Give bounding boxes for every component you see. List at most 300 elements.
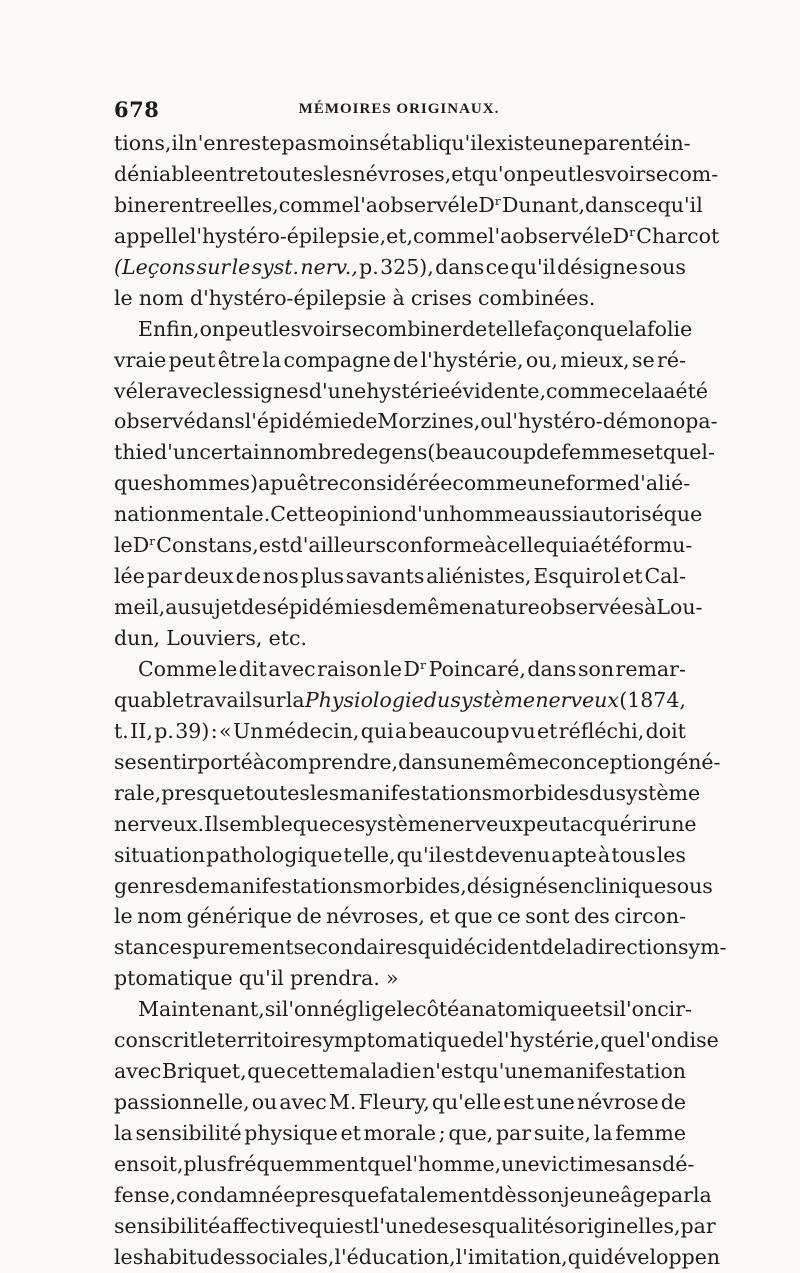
word: formu-	[622, 533, 693, 558]
word: est	[341, 1213, 373, 1238]
word: établi	[379, 131, 439, 155]
word: (beaucoup	[427, 440, 537, 465]
text-line	[114, 468, 691, 499]
word: ou	[251, 1090, 278, 1115]
word: qui	[309, 1213, 342, 1238]
text-line	[114, 747, 721, 778]
word: être	[296, 471, 339, 496]
word: développen	[600, 1244, 721, 1269]
text-line	[114, 654, 686, 685]
word: pathologique	[206, 842, 343, 867]
word: genres	[114, 873, 185, 898]
word: dans	[584, 192, 635, 217]
word: direction	[584, 935, 679, 960]
word: comprendre,	[264, 749, 399, 774]
word: l'homme,	[405, 1151, 502, 1176]
word: désignés	[466, 873, 559, 898]
word: pu	[270, 471, 297, 496]
word: le	[114, 904, 133, 929]
word: physique	[244, 1121, 338, 1145]
word: ce	[634, 192, 658, 217]
word: de	[352, 409, 378, 434]
word: du	[423, 687, 451, 712]
word: à	[484, 533, 497, 558]
word: les	[575, 161, 606, 186]
word: combinées.	[477, 285, 596, 310]
word: système	[615, 780, 701, 805]
word: homme	[449, 502, 526, 527]
word: nerveux.	[114, 811, 205, 836]
word: la	[114, 1121, 133, 1145]
word: Constans,	[156, 533, 259, 558]
word: crises	[410, 285, 472, 310]
word: quable	[114, 687, 185, 712]
word: stances	[114, 935, 193, 960]
word: et,	[386, 223, 414, 248]
word: nombre	[272, 440, 353, 465]
body-text	[114, 128, 727, 1273]
word: prendra.	[289, 966, 380, 991]
word: deux	[183, 564, 234, 589]
word: décident	[450, 935, 541, 960]
word: de	[235, 564, 261, 589]
word: a	[395, 718, 408, 743]
word: Fleury,	[358, 1090, 430, 1115]
word: Cal-	[644, 564, 686, 589]
text-line	[114, 809, 697, 840]
text-line	[114, 623, 686, 654]
text-line	[114, 1056, 686, 1087]
word: l'hystérie,	[497, 1028, 601, 1053]
word: conforme	[385, 533, 485, 558]
word: qu'il	[396, 842, 442, 867]
word: qualités	[481, 1213, 565, 1238]
word: les	[271, 316, 302, 341]
word: ou,	[525, 347, 558, 372]
word: en	[114, 1151, 140, 1176]
word: et	[537, 718, 558, 743]
word: l'a	[353, 192, 379, 217]
word: etc.	[268, 626, 307, 650]
word: t.	[114, 718, 129, 743]
word: fatalement	[379, 1182, 492, 1207]
word: qui	[545, 533, 579, 558]
word: jeune	[563, 1182, 621, 1207]
word: le	[459, 192, 479, 217]
word: la	[692, 1182, 712, 1207]
word: existe	[483, 131, 545, 155]
word: travail	[184, 687, 252, 712]
word: le	[593, 223, 613, 248]
word: Dunant,	[501, 192, 585, 217]
text-line	[114, 1242, 721, 1273]
word: II,	[130, 718, 153, 743]
word: que	[600, 1028, 639, 1053]
word: raison	[317, 656, 382, 681]
word: les	[656, 842, 686, 867]
word: de	[536, 440, 562, 465]
page-header	[114, 97, 684, 125]
word: l'imitation,	[455, 1244, 568, 1269]
word: circon-	[614, 904, 686, 929]
word: façon	[532, 316, 590, 341]
word: géné-	[662, 749, 721, 774]
word: vu	[510, 718, 536, 743]
word: considérée	[338, 471, 453, 496]
word: dé-	[662, 1151, 695, 1176]
word: p.	[359, 254, 379, 279]
word: savants	[345, 564, 425, 589]
word: déniable	[114, 161, 204, 186]
text-line	[114, 963, 686, 994]
word: avec	[279, 1090, 327, 1115]
word: telle,	[343, 842, 396, 867]
word: même	[407, 595, 472, 620]
word: de	[392, 347, 419, 372]
word: Poincaré,	[428, 656, 526, 681]
text-line	[114, 685, 686, 716]
word: au	[165, 595, 191, 620]
word: manifestations	[210, 873, 364, 898]
word: parenté	[583, 131, 664, 155]
word: tions,	[114, 131, 172, 155]
word: l'on	[619, 997, 658, 1022]
word: sensibilité	[114, 1213, 221, 1238]
word: son	[527, 1182, 564, 1207]
word: Cette	[270, 502, 327, 527]
word: cir-	[657, 997, 692, 1022]
word: ré-	[657, 347, 686, 372]
word: désigne	[557, 254, 638, 279]
word: acquérir	[569, 811, 659, 836]
word: comme	[278, 192, 354, 217]
word: que	[367, 1151, 406, 1176]
word: habitudes	[143, 1244, 246, 1269]
word: territoire	[216, 1028, 312, 1053]
word: sont	[525, 904, 570, 929]
word: en	[558, 873, 584, 898]
word: si	[602, 997, 620, 1022]
word: le	[218, 656, 238, 681]
text-line	[114, 345, 686, 376]
word: nerveux	[439, 811, 523, 836]
word: du	[589, 780, 616, 805]
word: nerv.,	[300, 254, 358, 279]
word: d'un	[403, 502, 450, 527]
word: a	[578, 533, 591, 558]
word: toutes	[245, 780, 310, 805]
word: ce	[497, 904, 521, 929]
word: telle	[487, 316, 533, 341]
word: passionnelle,	[114, 1090, 250, 1115]
word: aussi	[525, 502, 579, 527]
word: signes	[242, 378, 309, 403]
word: Dʳ	[612, 223, 637, 248]
word: à	[598, 842, 611, 867]
word: Enfin,	[138, 316, 200, 341]
word: même	[485, 749, 549, 774]
word: anatomique	[459, 997, 582, 1022]
word: manifestation	[543, 1059, 686, 1084]
text-line	[114, 530, 693, 561]
word: se	[632, 347, 655, 372]
word: hommes)	[162, 471, 259, 496]
word: dit	[238, 656, 267, 681]
word: d'ailleurs	[289, 533, 386, 558]
paragraph	[114, 654, 727, 994]
word: été	[590, 533, 623, 558]
word: «	[219, 718, 232, 743]
word: si	[264, 997, 282, 1022]
word: à	[252, 749, 265, 774]
word: entre	[203, 161, 259, 186]
word: d'alié-	[627, 471, 691, 496]
word: nos	[262, 564, 299, 589]
word: (1874,	[619, 687, 686, 712]
word: d'une	[308, 378, 367, 403]
word: Louviers,	[166, 626, 263, 650]
word: p.	[154, 718, 174, 743]
word: quel-	[662, 440, 715, 465]
word: sujet	[190, 595, 242, 620]
word: nerveux	[535, 687, 619, 712]
word: néglige	[319, 997, 397, 1022]
word: d'hystéro-épilepsie	[189, 285, 387, 310]
word: se	[114, 749, 137, 774]
word: morbides,	[363, 873, 467, 898]
text-line	[114, 252, 686, 283]
word: Dʳ	[403, 656, 428, 681]
word: sensibilité	[135, 1121, 242, 1145]
text-line	[114, 283, 686, 314]
word: que	[292, 811, 332, 836]
word: manifestations	[339, 780, 493, 805]
word: névroses,	[326, 904, 425, 929]
word: qu'elle	[431, 1090, 502, 1115]
word: âge	[620, 1182, 658, 1207]
text-line	[114, 1118, 686, 1149]
word: se	[341, 316, 364, 341]
word: la	[262, 347, 282, 372]
word: Esquirol	[533, 564, 621, 589]
word: 39)	[175, 718, 210, 743]
word: Morzines,	[377, 409, 481, 434]
word: n'en	[184, 131, 229, 155]
word: vraie	[114, 347, 167, 372]
word: Comme	[138, 656, 218, 681]
word: rale,	[114, 780, 162, 805]
word: presque	[161, 780, 246, 805]
word: par	[496, 1121, 532, 1145]
word: être	[217, 347, 261, 372]
text-line	[114, 901, 686, 932]
word: l'hystéro-démonopa-	[505, 409, 718, 434]
word: in-	[663, 131, 691, 155]
word: le	[114, 285, 133, 310]
word: observé	[512, 223, 594, 248]
word: celle	[496, 533, 546, 558]
word: biner	[114, 192, 169, 217]
text-line	[114, 932, 727, 963]
word: presque	[295, 1182, 380, 1207]
word: névroses,	[352, 161, 452, 186]
word: névrose	[576, 1090, 659, 1115]
word: purement	[192, 935, 294, 960]
word: Dʳ	[478, 192, 502, 217]
word: forme	[565, 471, 628, 496]
text-line	[114, 437, 715, 468]
word: »	[386, 966, 399, 991]
word: suite,	[533, 1121, 592, 1145]
word: une	[544, 131, 584, 155]
paragraph	[114, 314, 718, 654]
word: fréquemment	[226, 1151, 368, 1176]
word: aliénistes,	[426, 564, 532, 589]
word: dun,	[114, 626, 161, 650]
word: reste	[228, 131, 282, 155]
word: qui	[417, 935, 451, 960]
word: plus	[300, 564, 345, 589]
word: côté	[415, 997, 460, 1022]
word: été	[675, 378, 708, 403]
word: porté	[197, 749, 253, 774]
word: devenu	[474, 842, 551, 867]
word: avec	[166, 378, 214, 403]
word: ;	[438, 1121, 446, 1145]
word: a	[663, 378, 676, 403]
word: compagne	[283, 347, 391, 372]
word: on	[199, 316, 226, 341]
word: nature	[471, 595, 540, 620]
word: le	[231, 254, 251, 279]
word: nom	[138, 285, 184, 310]
word: les	[309, 780, 340, 805]
running-head: MÉMOIRES ORIGINAUX.	[298, 101, 500, 117]
word: les	[213, 378, 243, 403]
word: qu'il	[438, 131, 484, 155]
word: que,	[448, 1121, 494, 1145]
word: secondaires	[293, 935, 418, 960]
word: l'on	[281, 997, 320, 1022]
word: peut	[168, 347, 216, 372]
word: ses	[448, 1213, 482, 1238]
word: femme	[615, 1121, 686, 1145]
word: entre	[168, 192, 225, 217]
word: moins	[317, 131, 380, 155]
word: Dʳ	[132, 533, 157, 558]
word: que	[589, 316, 629, 341]
text-line	[114, 840, 686, 871]
word: l'a	[487, 223, 513, 248]
word: et	[451, 161, 472, 186]
word: (Leçons	[114, 254, 196, 279]
word: morale	[363, 1121, 437, 1145]
word: com-	[667, 161, 719, 186]
word: se	[645, 161, 668, 186]
word: peut	[225, 316, 272, 341]
text-line	[114, 314, 693, 345]
word: et	[429, 904, 450, 929]
text-line	[114, 716, 686, 747]
word: sur	[252, 687, 286, 712]
word: son	[577, 656, 615, 681]
word: de	[472, 1028, 498, 1053]
word: ques	[114, 471, 163, 496]
word: médecin,	[264, 718, 360, 743]
word: de	[296, 904, 322, 929]
word: les	[323, 161, 353, 186]
word: le	[197, 1028, 217, 1053]
word: certain	[199, 440, 273, 465]
text-line	[114, 1211, 716, 1242]
word: l'hystérie,	[420, 347, 524, 372]
word: sociales,	[245, 1244, 335, 1269]
word: réfléchi,	[558, 718, 645, 743]
word: femmes	[561, 440, 643, 465]
text-line	[114, 190, 703, 221]
word: de	[382, 595, 408, 620]
word: qu'il	[657, 192, 703, 217]
word: sous	[639, 254, 686, 279]
word: à	[644, 595, 657, 620]
word: syst.	[251, 254, 300, 279]
word: Physiologie	[304, 687, 424, 712]
word: voir	[301, 316, 342, 341]
word: les	[114, 1244, 144, 1269]
word: opinion	[326, 502, 404, 527]
word: elles,	[224, 192, 279, 217]
word: la	[628, 316, 648, 341]
word: symptomatique	[311, 1028, 473, 1053]
word: une	[527, 471, 566, 496]
word: clinique	[583, 873, 667, 898]
word: folie	[647, 316, 693, 341]
word: ce	[485, 254, 510, 279]
word: que	[663, 502, 703, 527]
word: affective	[220, 1213, 310, 1238]
word: générique	[186, 904, 292, 929]
text-line	[114, 499, 703, 530]
word: observé	[114, 409, 196, 434]
word: et	[340, 1121, 361, 1145]
word: qui	[360, 718, 394, 743]
word: originelles,	[564, 1213, 681, 1238]
word: est	[442, 842, 474, 867]
word: observé	[378, 192, 460, 217]
word: remar-	[615, 656, 686, 681]
word: pas	[281, 131, 318, 155]
word: sans	[615, 1151, 663, 1176]
word: semble	[218, 811, 293, 836]
text-line	[114, 1180, 712, 1211]
word: dans	[435, 254, 485, 279]
word: n'est	[422, 1059, 472, 1084]
word: de	[462, 316, 488, 341]
word: l'une	[372, 1213, 424, 1238]
word: a	[258, 471, 271, 496]
word: morbides	[492, 780, 590, 805]
word: gens	[378, 440, 428, 465]
word: l'on	[638, 1028, 677, 1053]
paragraph	[114, 128, 720, 314]
word: apte	[551, 842, 597, 867]
word: véler	[114, 378, 167, 403]
word: que	[247, 1059, 286, 1084]
word: dans	[398, 749, 448, 774]
word: la	[565, 935, 585, 960]
word: le	[383, 656, 403, 681]
word: l'hystéro-épilepsie,	[189, 223, 387, 248]
